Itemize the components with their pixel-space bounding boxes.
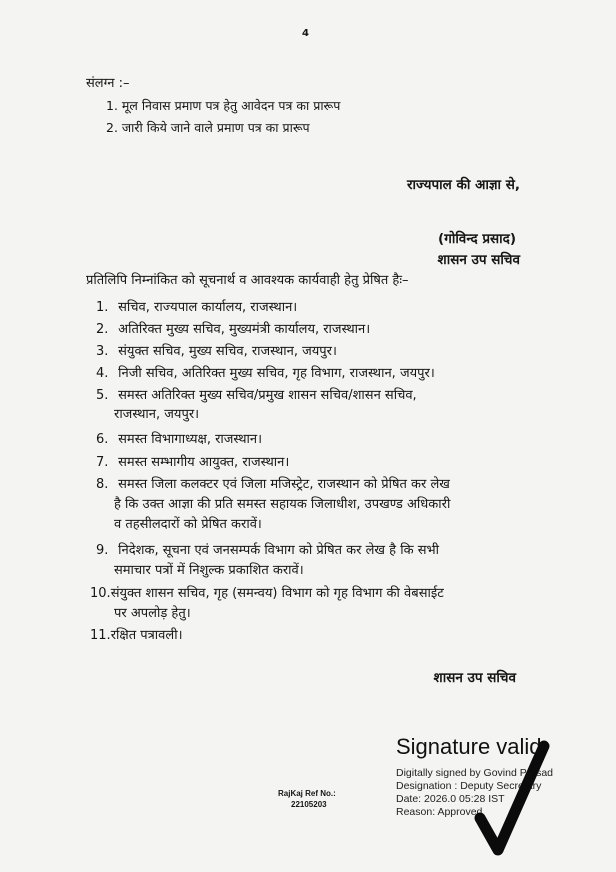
recipient-item: 3. संयुक्त सचिव, मुख्य सचिव, राजस्थान, जयपुर। xyxy=(96,344,337,359)
copy-intro: प्रतिलिपि निम्नांकित को सूचनार्थ व आवश्यक कार्यवाही हेतु प्रेषित हैः– xyxy=(86,273,409,288)
recipient-item: 9. निदेशक, सूचना एवं जनसम्पर्क विभाग को प्रेषित कर लेख है कि सभी xyxy=(96,543,439,558)
rajkaj-ref-label: RajKaj Ref No.: xyxy=(278,789,336,798)
recipient-item-continued: राजस्थान, जयपुर। xyxy=(114,407,200,422)
recipient-item: 5. समस्त अतिरिक्त मुख्य सचिव/प्रमुख शासन सचिव/शासन सचिव, xyxy=(96,388,417,403)
signature-signed-by: Digitally signed by Govind Prasad xyxy=(396,767,553,779)
recipient-item: 11.रक्षित पत्रावली। xyxy=(90,628,183,643)
signature-reason: Reason: Approved xyxy=(396,806,483,818)
order-line: राज्यपाल की आज्ञा से, xyxy=(406,177,520,193)
enclosure-item: 1. मूल निवास प्रमाण पत्र हेतु आवेदन पत्र का प्रारूप xyxy=(106,98,341,113)
rajkaj-ref-number: 22105203 xyxy=(291,800,327,809)
signature-date: Date: 2026.0 05:28 IST xyxy=(396,793,505,805)
recipient-item-continued: व तहसीलदारों को प्रेषित करावें। xyxy=(114,517,262,532)
recipient-item-continued: पर अपलोड़ हेतु। xyxy=(114,606,191,621)
signatory-designation: शासन उप सचिव xyxy=(437,252,520,268)
signature-valid-title: Signature valid xyxy=(396,734,542,759)
signatory-name: (गोविन्द प्रसाद) xyxy=(438,231,516,247)
enclosure-item: 2. जारी किये जाने वाले प्रमाण पत्र का प्रारूप xyxy=(106,120,310,135)
closing-designation: शासन उप सचिव xyxy=(433,670,516,686)
recipient-item: 2. अतिरिक्त मुख्य सचिव, मुख्यमंत्री कार्यालय, राजस्थान। xyxy=(96,322,371,337)
recipient-item-continued: समाचार पत्रों में निशुल्क प्रकाशित करावें। xyxy=(114,563,304,578)
recipient-item: 1. सचिव, राज्यपाल कार्यालय, राजस्थान। xyxy=(96,300,298,315)
checkmark-icon xyxy=(470,738,550,858)
enclosures-title: संलग्न :– xyxy=(86,76,130,91)
recipient-item: 7. समस्त सम्भागीय आयुक्त, राजस्थान। xyxy=(96,455,290,470)
page-number: 4 xyxy=(302,28,309,39)
recipient-item: 4. निजी सचिव, अतिरिक्त मुख्य सचिव, गृह विभाग, राजस्थान, जयपुर। xyxy=(96,366,435,381)
recipient-item: 10.संयुक्त शासन सचिव, गृह (समन्वय) विभाग को गृह विभाग की वेबसाईट xyxy=(90,586,444,601)
signature-designation: Designation : Deputy Secretary xyxy=(396,780,542,792)
recipient-item-continued: है कि उक्त आज्ञा की प्रति समस्त सहायक जिलाधीश, उपखण्ड अधिकारी xyxy=(114,497,451,512)
recipient-item: 6. समस्त विभागाध्यक्ष, राजस्थान। xyxy=(96,432,263,447)
recipient-item: 8. समस्त जिला कलक्टर एवं जिला मजिस्ट्रेट, राजस्थान को प्रेषित कर लेख xyxy=(96,477,450,492)
